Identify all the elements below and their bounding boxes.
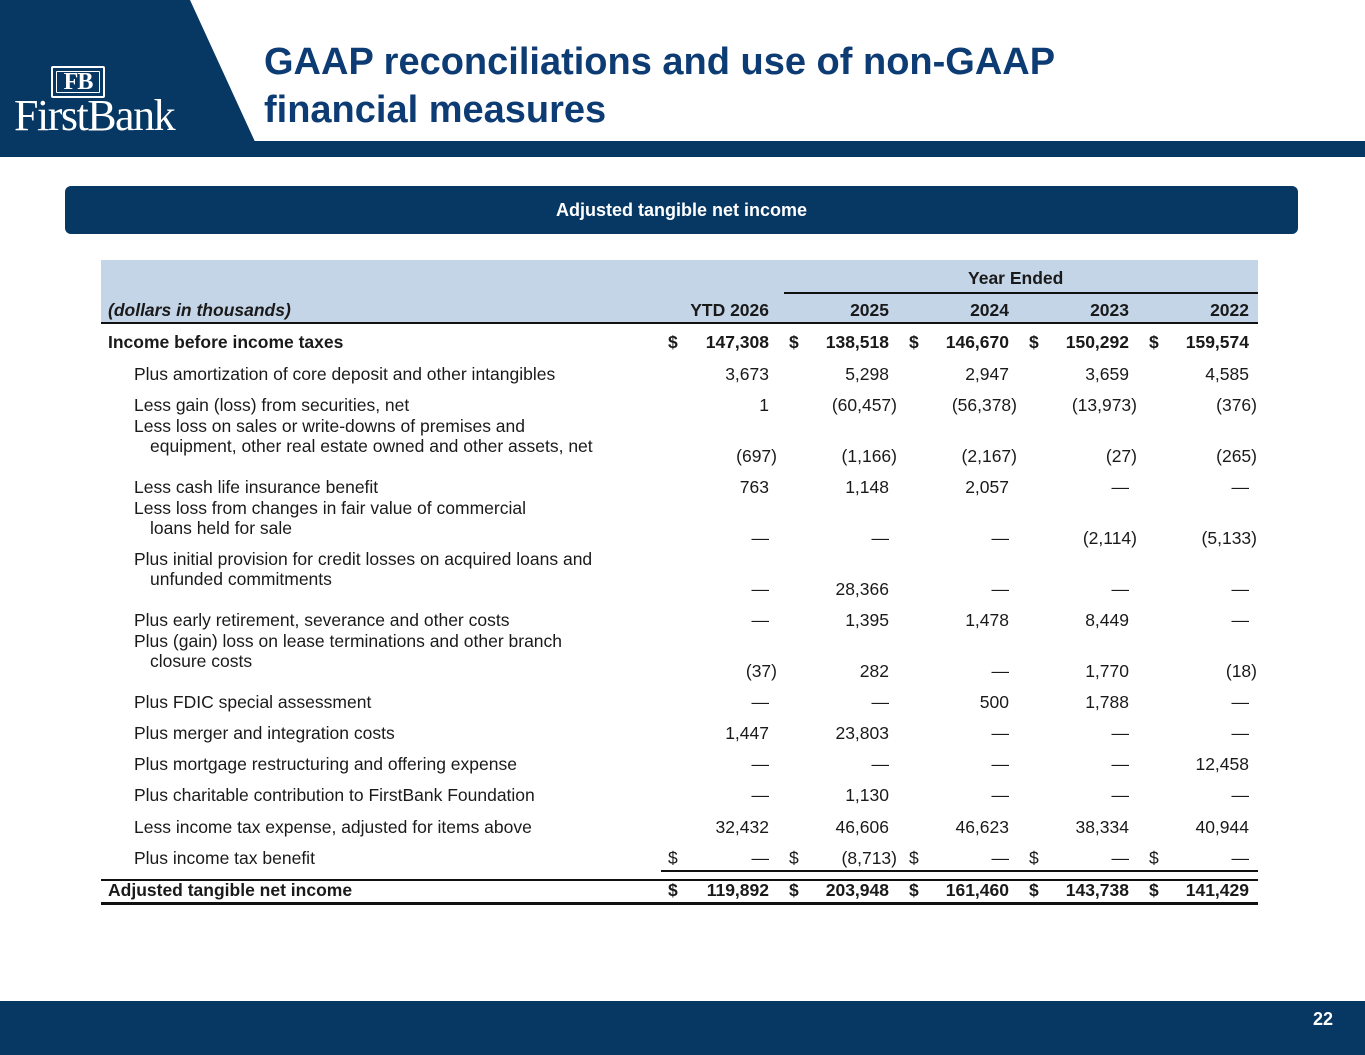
table-cell: — — [1231, 785, 1249, 805]
table-cell: 40,944 — [1195, 817, 1249, 837]
table-cell: — — [1231, 477, 1249, 497]
table-cell: 28,366 — [835, 579, 889, 599]
table-cell: 3,673 — [725, 364, 769, 384]
currency-symbol: $ — [909, 848, 919, 868]
row-label: Income before income taxes — [108, 332, 344, 352]
table-cell: 203,948 — [825, 880, 889, 900]
table-cell: 1,478 — [965, 610, 1009, 630]
table-cell: — — [1231, 579, 1249, 599]
currency-symbol: $ — [1149, 848, 1159, 868]
slide-footer — [0, 1001, 1365, 1055]
firstbank-logo — [14, 64, 214, 138]
table-cell: — — [1111, 785, 1129, 805]
header-bottom-rule — [101, 322, 1258, 324]
table-cell: — — [751, 579, 769, 599]
table-cell: 4,585 — [1205, 364, 1249, 384]
row-label: Plus (gain) loss on lease terminations and other branch — [134, 631, 563, 651]
table-cell: — — [991, 528, 1009, 548]
table-cell: — — [871, 754, 889, 774]
units-label: (dollars in thousands) — [108, 300, 291, 320]
table-cell: 3,659 — [1085, 364, 1129, 384]
row-label: unfunded commitments — [150, 569, 332, 589]
table-cell: 46,606 — [835, 817, 889, 837]
table-cell: 138,518 — [825, 332, 889, 352]
currency-symbol: $ — [789, 848, 799, 868]
table-cell: — — [1111, 477, 1129, 497]
table-cell: 12,458 — [1195, 754, 1249, 774]
table-cell: 1,395 — [845, 610, 889, 630]
row-label: Plus merger and integration costs — [134, 723, 395, 743]
table-cell: — — [991, 579, 1009, 599]
column-header: 2022 — [1210, 300, 1249, 320]
table-cell: — — [1231, 610, 1249, 630]
currency-symbol: $ — [789, 332, 799, 352]
row-label: Plus mortgage restructuring and offering expense — [134, 754, 517, 774]
row-label: Less loss on sales or write-downs of premises and — [134, 416, 526, 436]
table-cell: 8,449 — [1085, 610, 1129, 630]
table-cell: — — [751, 785, 769, 805]
table-cell: 1 — [759, 395, 769, 415]
table-cell: — — [1231, 692, 1249, 712]
table-cell: 500 — [979, 692, 1009, 712]
currency-symbol: $ — [668, 880, 678, 900]
table-cell: 46,623 — [955, 817, 1009, 837]
table-cell: — — [871, 528, 889, 548]
table-cell: (5,133) — [1201, 528, 1257, 548]
year-ended-rule — [784, 292, 1258, 294]
currency-symbol: $ — [1149, 332, 1159, 352]
table-cell: (18) — [1225, 661, 1257, 681]
table-cell: 1,130 — [845, 785, 889, 805]
year-ended-header: Year Ended — [968, 268, 1064, 288]
currency-symbol: $ — [909, 332, 919, 352]
table-cell: (1,166) — [841, 446, 897, 466]
table-cell: 150,292 — [1065, 332, 1129, 352]
table-cell: 5,298 — [845, 364, 889, 384]
table-cell: — — [751, 848, 769, 868]
table-cell: 2,057 — [965, 477, 1009, 497]
row-label: Plus charitable contribution to FirstBank Foundation — [134, 785, 535, 805]
table-cell: 282 — [859, 661, 889, 681]
table-cell: — — [871, 692, 889, 712]
table-cell: — — [1231, 848, 1249, 868]
column-header: 2023 — [1090, 300, 1129, 320]
table-cell: (37) — [745, 661, 777, 681]
table-cell: — — [991, 848, 1009, 868]
table-cell: 143,738 — [1065, 880, 1129, 900]
table-cell: — — [1111, 723, 1129, 743]
column-header: 2024 — [970, 300, 1009, 320]
table-cell: 161,460 — [945, 880, 1009, 900]
table-cell: (376) — [1216, 395, 1257, 415]
row-label: Plus initial provision for credit losses on acquired loans and — [134, 549, 593, 569]
slide-header — [0, 0, 1365, 157]
table-cell: 23,803 — [835, 723, 889, 743]
table-cell: — — [751, 610, 769, 630]
table-cell: 1,770 — [1085, 661, 1129, 681]
table-cell: (265) — [1216, 446, 1257, 466]
row-label: Less cash life insurance benefit — [134, 477, 379, 497]
table-cell: (13,973) — [1071, 395, 1137, 415]
table-cell: — — [991, 723, 1009, 743]
row-label: loans held for sale — [150, 518, 293, 538]
page-title-line-2: financial measures — [264, 89, 607, 131]
currency-symbol: $ — [789, 880, 799, 900]
currency-symbol: $ — [909, 880, 919, 900]
table-cell: — — [751, 692, 769, 712]
row-label: Less loss from changes in fair value of commercial — [134, 498, 526, 518]
row-label: Plus amortization of core deposit and other intangibles — [134, 364, 556, 384]
table-cell: 32,432 — [715, 817, 769, 837]
page-number: 22 — [1312, 1009, 1333, 1029]
row-label: Less income tax expense, adjusted for items above — [134, 817, 532, 837]
header-band — [0, 141, 1365, 157]
brand-name: FirstBank — [14, 91, 175, 140]
table-cell: — — [991, 785, 1009, 805]
currency-symbol: $ — [1029, 880, 1039, 900]
table-cell: — — [751, 754, 769, 774]
table-cell: (8,713) — [841, 848, 897, 868]
total-bottom-rule — [101, 902, 1258, 905]
row-label: Adjusted tangible net income — [108, 880, 353, 900]
page-title — [264, 38, 1264, 134]
table-cell: 763 — [739, 477, 769, 497]
table-cell: — — [1111, 848, 1129, 868]
table-cell: 2,947 — [965, 364, 1009, 384]
table-cell: 159,574 — [1185, 332, 1249, 352]
table-cell: — — [751, 528, 769, 548]
table-cell: — — [991, 661, 1009, 681]
row-label: Plus income tax benefit — [134, 848, 315, 868]
table-cell: — — [1111, 754, 1129, 774]
table-cell: (697) — [736, 446, 777, 466]
subtotal-rule — [661, 870, 1258, 872]
table-cell: 1,447 — [725, 723, 769, 743]
row-label: closure costs — [150, 651, 253, 671]
column-header: YTD 2026 — [690, 300, 769, 320]
currency-symbol: $ — [668, 332, 678, 352]
table-cell: 146,670 — [945, 332, 1009, 352]
row-label: Less gain (loss) from securities, net — [134, 395, 410, 415]
currency-symbol: $ — [1029, 332, 1039, 352]
table-cell: — — [1231, 723, 1249, 743]
table-cell: — — [1111, 579, 1129, 599]
row-label: Plus early retirement, severance and other costs — [134, 610, 510, 630]
section-banner — [65, 186, 1298, 234]
table-cell: 119,892 — [706, 880, 769, 900]
currency-symbol: $ — [1029, 848, 1039, 868]
table-cell: (27) — [1105, 446, 1137, 466]
table-cell: (2,167) — [961, 446, 1017, 466]
page-title-line-1: GAAP reconciliations and use of non-GAAP — [264, 41, 1056, 83]
table-cell: (2,114) — [1082, 528, 1137, 548]
table-cell: — — [991, 754, 1009, 774]
table-cell: 1,788 — [1085, 692, 1129, 712]
fb-monogram-icon: FB — [51, 66, 105, 98]
table-cell: 147,308 — [705, 332, 769, 352]
total-top-rule — [101, 879, 1258, 881]
table-cell: 38,334 — [1075, 817, 1129, 837]
column-header: 2025 — [850, 300, 889, 320]
row-label: Plus FDIC special assessment — [134, 692, 372, 712]
currency-symbol: $ — [1149, 880, 1159, 900]
table-cell: 1,148 — [845, 477, 889, 497]
currency-symbol: $ — [668, 848, 678, 868]
table-cell: (60,457) — [831, 395, 897, 415]
table-cell: (56,378) — [951, 395, 1017, 415]
table-cell: 141,429 — [1185, 880, 1249, 900]
section-banner-label: Adjusted tangible net income — [555, 199, 808, 220]
row-label: equipment, other real estate owned and other assets, net — [150, 436, 593, 456]
